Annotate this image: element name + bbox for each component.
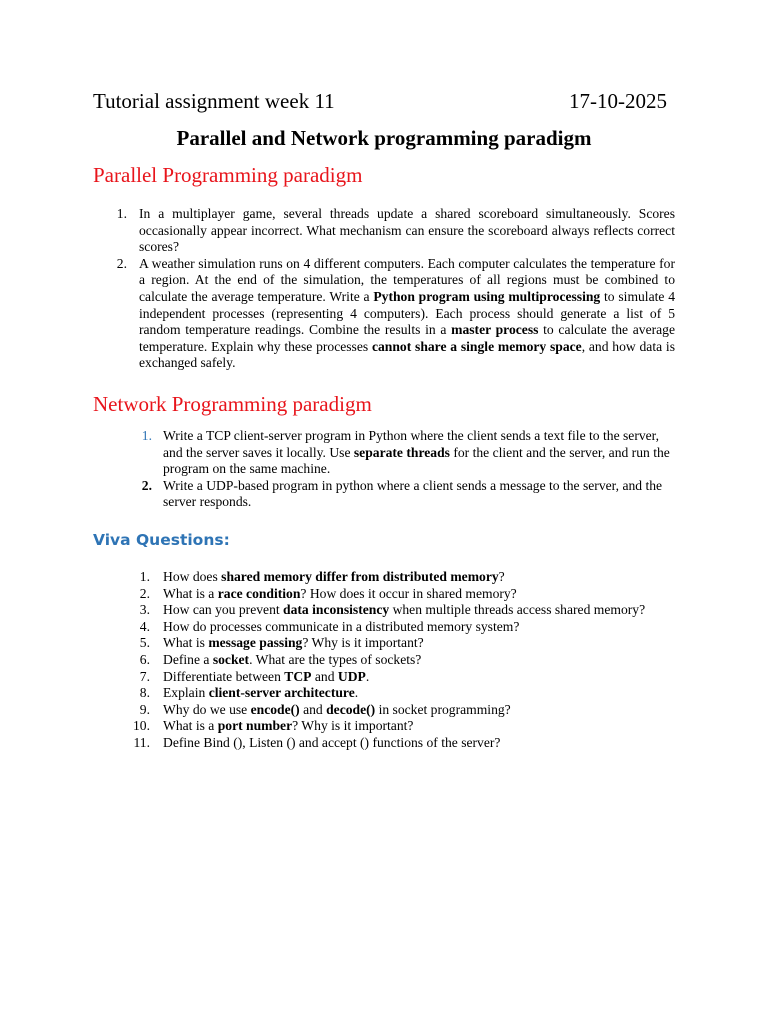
item-text: How can you prevent data inconsistency when multiple threads access shared memory? xyxy=(163,602,646,618)
list-item xyxy=(0,206,675,256)
bold-text: race condition xyxy=(217,585,301,601)
list-item xyxy=(0,718,675,735)
item-text: What is a port number? Why is it important? xyxy=(163,718,414,734)
item-number: 2. xyxy=(139,585,150,601)
network-question-list xyxy=(0,428,675,511)
list-item xyxy=(0,635,675,652)
item-text: Write a UDP-based program in python where a client sends a message to the server, and the server responds. xyxy=(163,477,663,510)
bold-text: port number xyxy=(217,718,293,734)
bold-text: UDP xyxy=(337,668,366,684)
list-item xyxy=(0,685,675,702)
item-text: What is message passing? Why is it important? xyxy=(163,635,424,651)
bold-text: shared memory differ from distributed memory xyxy=(221,569,499,584)
bold-text: socket xyxy=(212,651,250,667)
bold-text: message passing xyxy=(208,635,303,651)
item-number: 8. xyxy=(139,685,150,701)
document-title: Parallel and Network programming paradigm xyxy=(176,126,592,150)
item-number: 5. xyxy=(139,635,150,651)
list-item xyxy=(0,569,675,586)
item-text: How do processes communicate in a distributed memory system? xyxy=(163,618,520,634)
bold-text: cannot share a single memory space xyxy=(371,338,582,354)
assignment-title: Tutorial assignment week 11 xyxy=(93,89,335,113)
header-row xyxy=(93,88,667,114)
item-text: In a multiplayer game, several threads update a shared scoreboard simultaneously. Scores occasionally appear incorrect. What mechanism can ensure the scoreboard always reflects correct scores? xyxy=(139,206,675,255)
list-item xyxy=(0,702,675,719)
item-text: A weather simulation runs on 4 different computers. Each computer calculates the temperature for a region. At the end of the simulation, the temperatures of all regions must be combined to calculate the average temperature. Write a Python program using multiprocessing to simulate 4 independent processes (representing 4 computers). Each process should generate a list of 5 random temperature readings. Combine the results in a master process to calculate the average temperature. Explain why these processes cannot share a single memory space, and how data is exchanged safely. xyxy=(139,255,676,371)
list-item xyxy=(0,735,675,752)
section-heading-parallel: Parallel Programming paradigm xyxy=(93,163,363,187)
list-item xyxy=(0,586,675,603)
bold-text: client-server architecture xyxy=(208,685,355,701)
list-item xyxy=(0,478,675,511)
bold-text: master process xyxy=(451,322,539,338)
list-item xyxy=(0,669,675,686)
item-text: Define Bind (), Listen () and accept () functions of the server? xyxy=(163,734,501,750)
item-number: 10. xyxy=(133,718,150,734)
item-number: 1. xyxy=(141,428,152,443)
viva-question-list xyxy=(0,569,675,752)
item-number: 1. xyxy=(116,206,127,221)
list-item xyxy=(0,619,675,636)
bold-text: encode() xyxy=(250,701,300,717)
list-item xyxy=(0,256,675,372)
bold-text: separate threads xyxy=(353,444,450,460)
list-item xyxy=(0,652,675,669)
item-number: 9. xyxy=(139,701,150,717)
bold-text: decode() xyxy=(326,701,376,717)
assignment-date: 17-10-2025 xyxy=(569,89,667,113)
item-number: 7. xyxy=(139,668,150,684)
item-number: 4. xyxy=(139,618,150,634)
bold-text: data inconsistency xyxy=(283,602,390,618)
item-text: Differentiate between TCP and UDP. xyxy=(163,668,370,684)
list-item xyxy=(0,428,675,478)
item-number: 3. xyxy=(139,602,150,618)
item-number: 2. xyxy=(116,255,127,271)
section-heading-network: Network Programming paradigm xyxy=(93,392,372,416)
item-text: What is a race condition? How does it occur in shared memory? xyxy=(163,585,517,601)
item-number: 11. xyxy=(133,734,150,750)
parallel-question-list xyxy=(0,206,675,372)
bold-text: TCP xyxy=(284,668,312,684)
item-text: Why do we use encode() and decode() in socket programming? xyxy=(163,701,511,717)
item-number: 1. xyxy=(139,569,150,584)
item-text: How does shared memory differ from distributed memory? xyxy=(163,569,505,584)
bold-text: Python program using multiprocessing xyxy=(373,288,601,304)
item-text: Write a TCP client-server program in Python where the client sends a text file to the server, and the server saves it locally. Use separate threads for the client and the server, and run the program on the same machine. xyxy=(163,428,670,477)
item-text: Define a socket. What are the types of sockets? xyxy=(163,651,422,667)
list-item xyxy=(0,602,675,619)
viva-questions-heading: Viva Questions: xyxy=(93,531,230,549)
item-text: Explain client-server architecture. xyxy=(163,685,359,701)
item-number: 2. xyxy=(141,477,152,493)
item-number: 6. xyxy=(139,651,150,667)
